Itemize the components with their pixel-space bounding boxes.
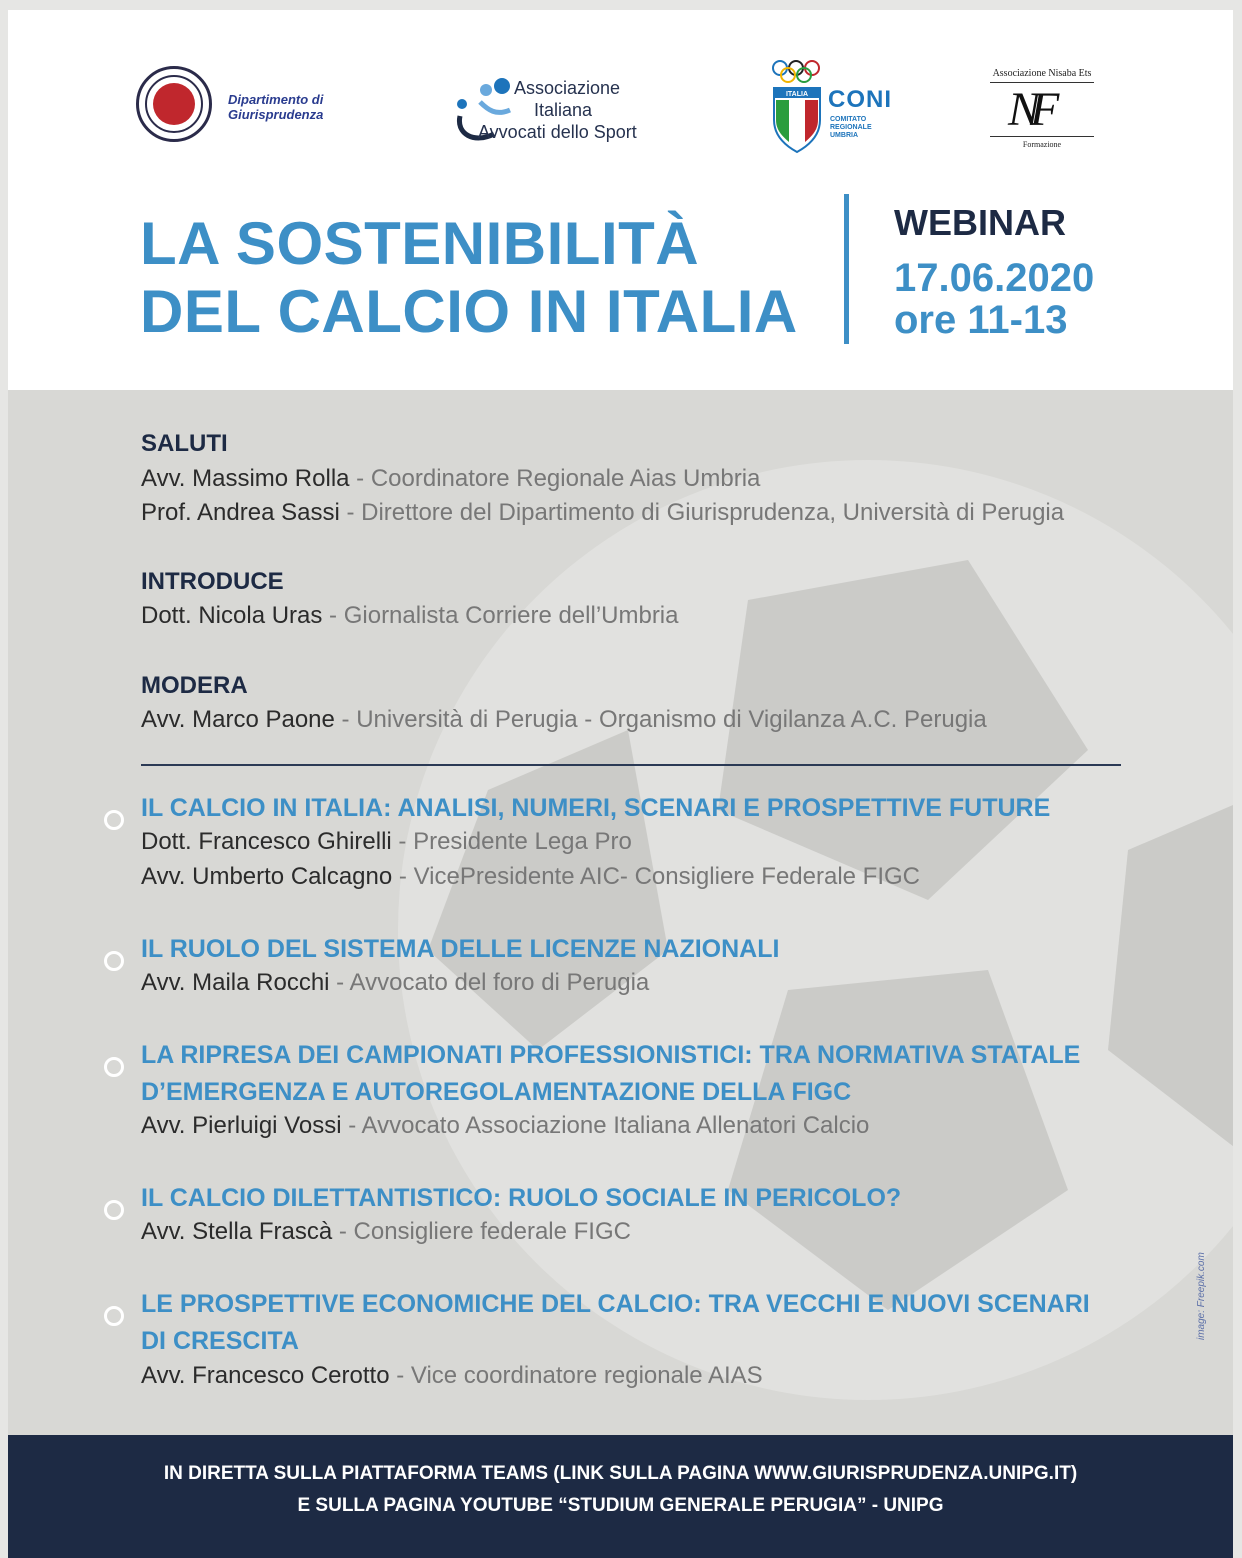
soccer-ball-watermark-icon [368,430,1233,1430]
title-line1: LA SOSTENIBILITÀ [140,210,700,277]
bullet-circle-icon [104,1200,124,1220]
unipg-logo [136,66,356,146]
introduce-heading: INTRODUCE [141,568,284,595]
speaker-line: Dott. Francesco Ghirelli - Presidente Lega Pro [141,828,632,855]
event-title [140,210,798,346]
speaker-line: Avv. Stella Frascà - Consigliere federale FIGC [141,1218,631,1245]
bullet-circle-icon [104,1057,124,1077]
footer-bar [8,1435,1233,1558]
header-panel [8,10,1233,390]
topic-title: IL CALCIO DILETTANTISTICO: RUOLO SOCIALE IN PERICOLO? [141,1184,902,1212]
image-credit: image: Freepik.com [1196,1252,1207,1340]
speaker-line: Avv. Massimo Rolla - Coordinatore Regionale Aias Umbria [141,465,761,492]
modera-heading: MODERA [141,672,248,699]
aias-logo [450,68,680,158]
footer-line1: IN DIRETTA SULLA PIATTAFORMA TEAMS (LINK SULLA PAGINA WWW.GIURISPRUDENZA.UNIPG.IT) [163,1463,1078,1484]
topic-title-continued: DI CRESCITA [141,1327,299,1355]
nisaba-bottom-text: Formazione [1022,140,1062,149]
section-divider [141,764,1121,766]
speaker-line: Avv. Francesco Cerotto - Vice coordinatore regionale AIAS [141,1362,763,1389]
speaker-line: Avv. Umberto Calcagno - VicePresidente AIC- Consigliere Federale FIGC [141,863,921,890]
speaker-line: Dott. Nicola Uras - Giornalista Corriere dell’Umbria [141,602,679,629]
aias-line1: Associazione [514,78,621,98]
coni-logo [770,58,910,158]
nisaba-top-text: Associazione Nisaba Ets [992,68,1092,79]
coni-subtext: COMITATO REGIONALE UMBRIA [830,116,872,139]
event-date: 17.06.2020 [894,256,1095,300]
unipg-logo-text: Dipartimento di Giurisprudenza [228,92,324,122]
olympic-rings-shield-icon [770,58,828,158]
speaker-line: Prof. Andrea Sassi - Direttore del Dipartimento di Giurisprudenza, Università di Perugia [141,499,1065,526]
topic-title-continued: D’EMERGENZA E AUTOREGOLAMENTAZIONE DELLA FIGC [141,1078,852,1106]
title-line2: DEL CALCIO IN ITALIA [140,278,798,345]
bullet-circle-icon [104,951,124,971]
nisaba-logo [984,68,1100,154]
bullet-circle-icon [104,810,124,830]
speaker-line: Avv. Pierluigi Vossi - Avvocato Associazione Italiana Allenatori Calcio [141,1112,870,1139]
poster [8,10,1233,1558]
topic-title: IL RUOLO DEL SISTEMA DELLE LICENZE NAZIONALI [141,935,780,963]
saluti-heading: SALUTI [141,430,228,457]
university-seal-icon [136,66,212,142]
topic-title: LE PROSPETTIVE ECONOMICHE DEL CALCIO: TRA VECCHI E NUOVI SCENARI [141,1290,1090,1318]
footer-line2: E SULLA PAGINA YOUTUBE “STUDIUM GENERALE PERUGIA” - UNIPG [297,1495,944,1516]
topic-title: LA RIPRESA DEI CAMPIONATI PROFESSIONISTICI: TRA NORMATIVA STATALE [141,1041,1081,1069]
bullet-circle-icon [104,1306,124,1326]
speaker-line: Avv. Maila Rocchi - Avvocato del foro di Perugia [141,969,650,996]
nisaba-monogram: NF [1008,83,1050,136]
title-divider [844,194,849,344]
speaker-line: Avv. Marco Paone - Università di Perugia - Organismo di Vigilanza A.C. Perugia [141,706,987,733]
topic-title: IL CALCIO IN ITALIA: ANALISI, NUMERI, SCENARI E PROSPETTIVE FUTURE [141,794,1051,822]
event-hours: ore 11-13 [894,298,1068,342]
aias-line2: Italiana [534,100,593,120]
event-type: WEBINAR [894,202,1066,243]
aias-line3: Avvocati dello Sport [478,122,637,142]
coni-word: CONI [828,86,892,113]
coni-badge-text: ITALIA [785,91,809,98]
